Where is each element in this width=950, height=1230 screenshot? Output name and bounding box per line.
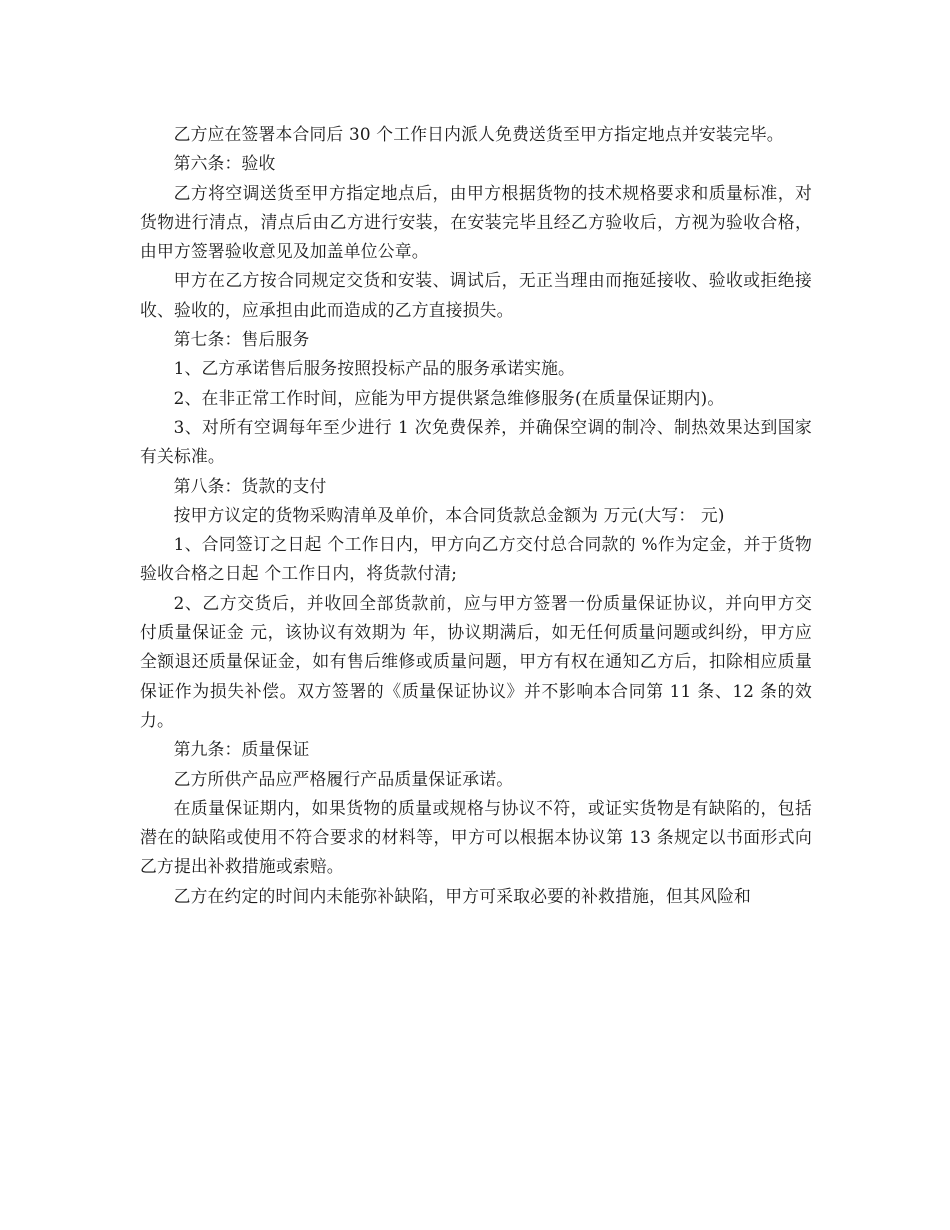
- document-body: [140, 120, 812, 911]
- heading-article-7: 第七条：售后服务: [173, 329, 310, 350]
- paragraph-service-item-3: 3、对所有空调每年至少进行 1 次免费保养，并确保空调的制冷、制热效果达到国家有关标准。: [140, 416, 812, 467]
- paragraph-quality-defects: 在质量保证期内，如果货物的质量或规格与协议不符，或证实货物是有缺陷的，包括潜在的缺陷或使用不符合要求的材料等，甲方可以根据本协议第 13 条规定以书面形式向乙方提出补救措施或索赔。: [140, 797, 812, 877]
- paragraph-payment-total: 按甲方议定的货物采购清单及单价，本合同货款总金额为 万元(大写： 元): [173, 504, 725, 525]
- heading-article-6: 第六条：验收: [173, 153, 276, 174]
- paragraph-remedy: 乙方在约定的时间内未能弥补缺陷，甲方可采取必要的补救措施，但其风险和: [173, 885, 751, 906]
- paragraph-payment-item-2: 2、乙方交货后，并收回全部货款前，应与甲方签署一份质量保证协议，并向甲方交付质量保证金 元，该协议有效期为 年，协议期满后，如无任何质量问题或纠纷，甲方应全额退还质量保证金，如有售后维修或质量问题，甲方有权在通知乙方后，扣除相应质量保证作为损失补偿。双方签署的《质量保证协议》并不影响本合同第 11 条、12 条的效力。: [140, 592, 812, 730]
- paragraph-payment-item-1: 1、合同签订之日起 个工作日内，甲方向乙方交付总合同款的 %作为定金，并于货物验收合格之日起 个工作日内，将货款付清;: [140, 534, 812, 584]
- heading-article-9: 第九条：质量保证: [173, 739, 310, 760]
- paragraph-acceptance-delay: 甲方在乙方按合同规定交货和安装、调试后，无正当理由而拖延接收、验收或拒绝接收、验收的，应承担由此而造成的乙方直接损失。: [140, 270, 812, 320]
- paragraph-quality-commitment: 乙方所供产品应严格履行产品质量保证承诺。: [173, 768, 514, 789]
- paragraph-acceptance-procedure: 乙方将空调送货至甲方指定地点后，由甲方根据货物的技术规格要求和质量标准，对货物进行清点，清点后由乙方进行安装，在安装完毕且经乙方验收后，方视为验收合格，由甲方签署验收意见及加盖单位公章。: [140, 182, 812, 262]
- paragraph-delivery-terms: 乙方应在签署本合同后 30 个工作日内派人免费送货至甲方指定地点并安装完毕。: [173, 124, 784, 144]
- heading-article-8: 第八条：货款的支付: [173, 475, 327, 496]
- paragraph-service-item-1: 1、乙方承诺售后服务按照投标产品的服务承诺实施。: [173, 358, 576, 379]
- paragraph-service-item-2: 2、在非正常工作时间，应能为甲方提供紧急维修服务(在质量保证期内)。: [173, 387, 725, 408]
